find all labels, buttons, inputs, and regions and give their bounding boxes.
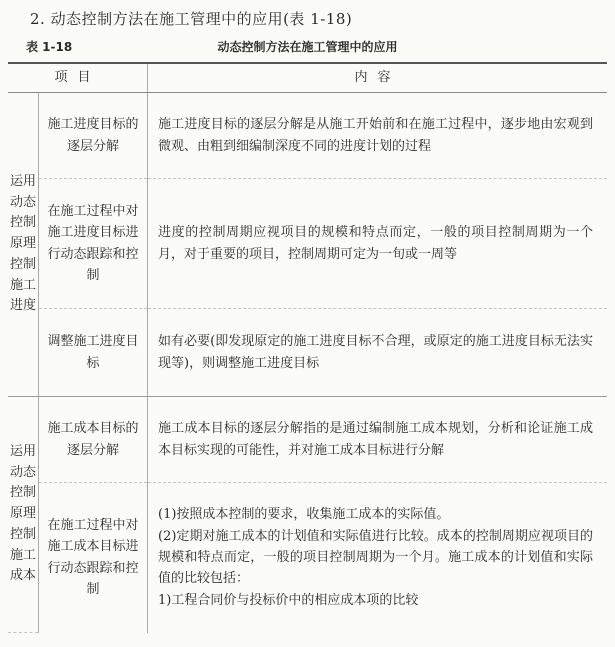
row-content: 进度的控制周期应视项目的规模和特点而定，一般的项目控制周期为一个月，对于重要的项目，控制周期可定为一旬或一周等 (148, 179, 608, 309)
row-content: 如有必要(即发现原定的施工进度目标不合理，或原定的施工进度目标无法实现等)，则调整施工进度目标 (148, 309, 608, 397)
table-title: 动态控制方法在施工管理中的应用 (217, 40, 398, 54)
row-content: 施工进度目标的逐层分解是从施工开始前和在施工过程中，逐步地由宏观到微观、由粗到细编制深度不同的进度计划的过程 (148, 93, 608, 179)
group-label-cost: 运用动态控制原理控制施工成本 (8, 397, 39, 633)
table-row (8, 309, 607, 397)
content-line: 1)工程合同价与投标价中的相应成本项的比较 (158, 592, 419, 608)
header-item: 项目 (8, 63, 148, 93)
application-table (8, 62, 607, 633)
section-heading: 2. 动态控制方法在施工管理中的应用(表 1-18) (30, 10, 353, 28)
content-line: (1)按照成本控制的要求，收集施工成本的实际值。 (158, 507, 450, 523)
row-content (148, 483, 608, 633)
row-item: 施工进度目标的逐层分解 (39, 93, 148, 179)
row-item: 在施工过程中对施工成本目标进行动态跟踪和控制 (39, 483, 148, 633)
content-line: (2)定期对施工成本的计划值和实际值进行比较。成本的控制周期应视项目的规模和特点而定，一般的项目控制周期为一个月。施工成本的计划值和实际值的比较包括： (158, 528, 593, 587)
row-item: 施工成本目标的逐层分解 (39, 397, 148, 483)
table-row (8, 93, 607, 179)
table-row (8, 483, 607, 633)
table-row (8, 397, 607, 483)
table-number: 表 1-18 (26, 40, 73, 54)
row-item: 调整施工进度目标 (39, 309, 148, 397)
table-header-row (8, 63, 607, 93)
header-content: 内容 (148, 63, 608, 93)
table-row (8, 179, 607, 309)
row-item: 在施工过程中对施工进度目标进行动态跟踪和控制 (39, 179, 148, 309)
row-content: 施工成本目标的逐层分解指的是通过编制施工成本规划，分析和论证施工成本目标实现的可能性，并对施工成本目标进行分解 (148, 397, 608, 483)
group-label-schedule: 运用动态控制原理控制施工进度 (8, 93, 39, 397)
